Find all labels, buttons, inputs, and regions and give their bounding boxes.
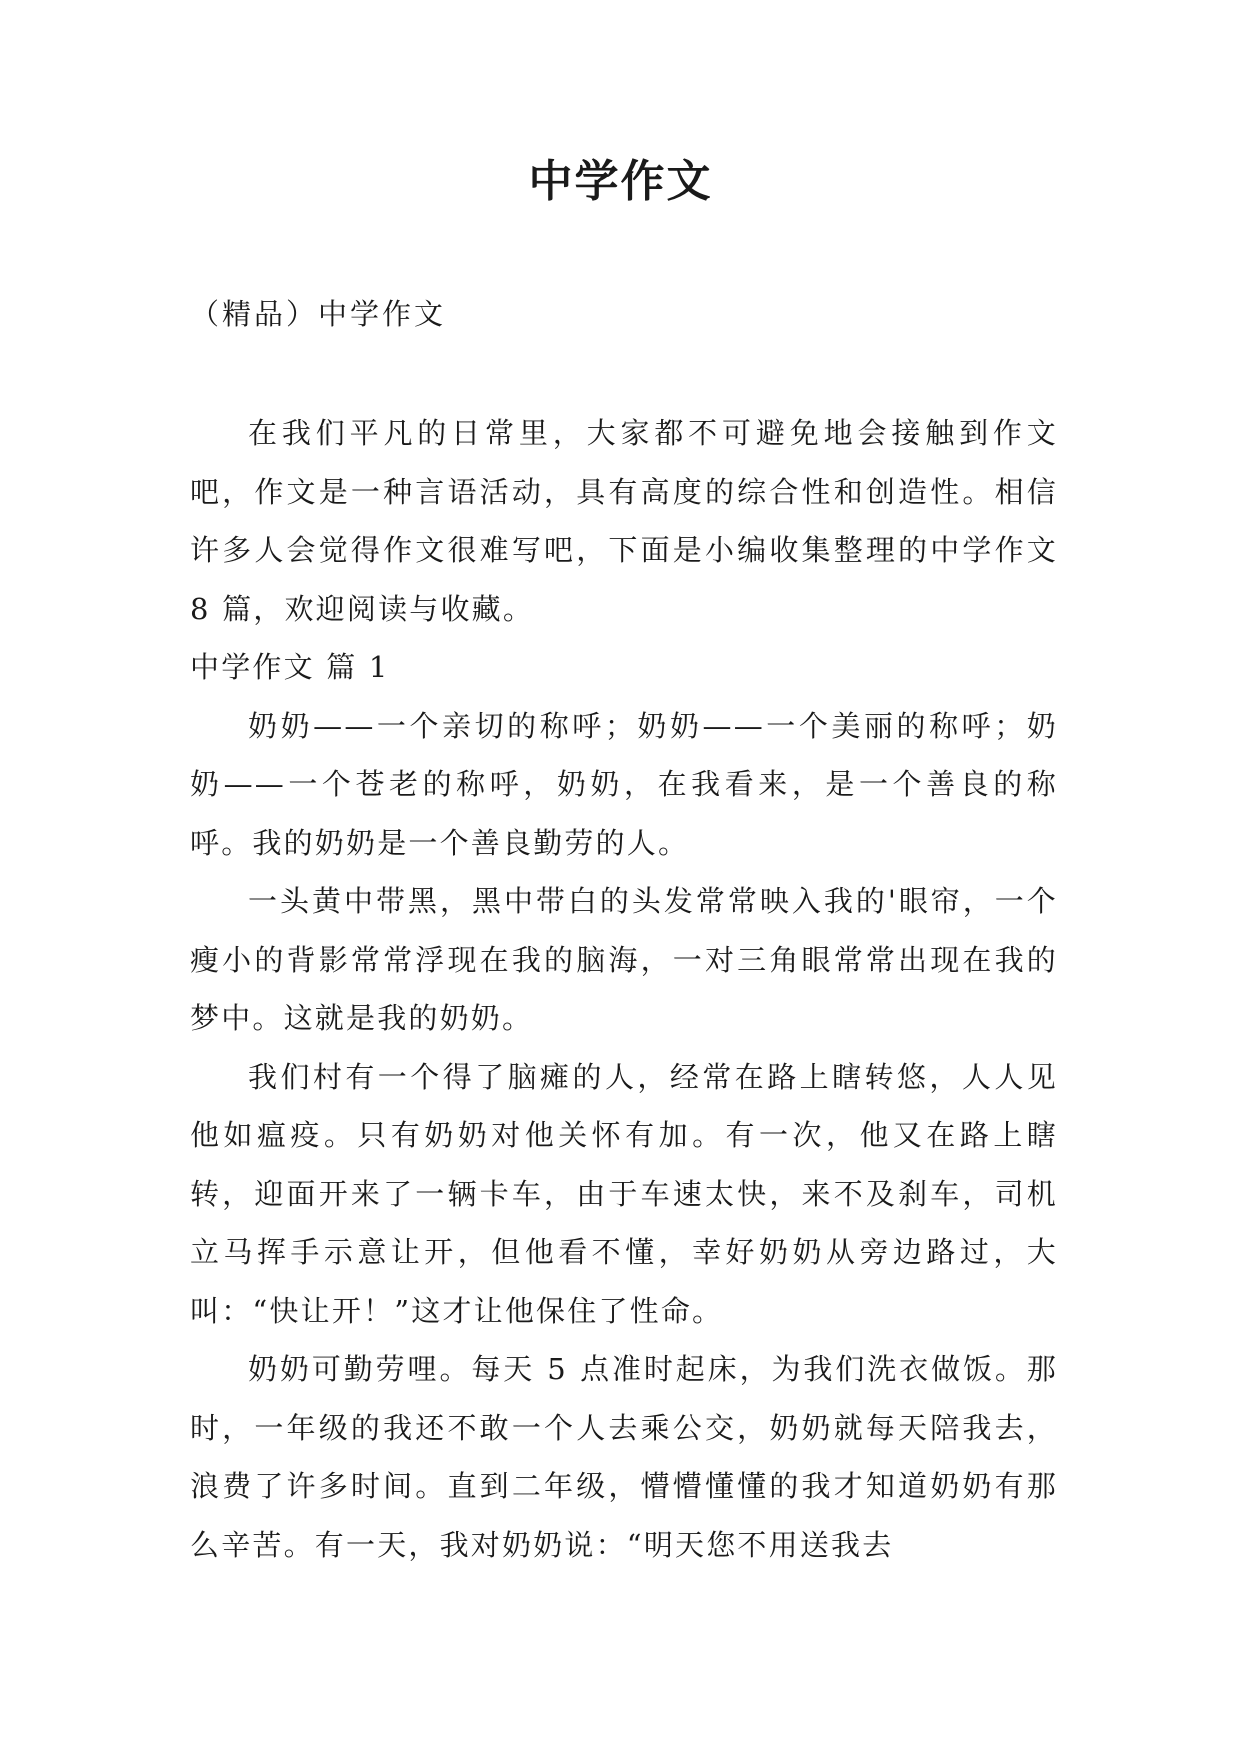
body-paragraph: 我们村有一个得了脑瘫的人，经常在路上瞎转悠，人人见他如瘟疫。只有奶奶对他关怀有加。有一次，他又在路上瞎转，迎面开来了一辆卡车，由于车速太快，来不及刹车，司机立马挥手示意让开，但他看不懂，幸好奶奶从旁边路过，大叫：“快让开！”这才让他保住了性命。 [190, 1059, 1058, 1328]
section-heading: 中学作文 篇 1 [190, 650, 390, 684]
body-paragraph: 一头黄中带黑，黑中带白的头发常常映入我的'眼帘，一个瘦小的背影常常浮现在我的脑海，一对三角眼常常出现在我的梦中。这就是我的奶奶。 [190, 884, 1058, 1035]
body-paragraph: 奶奶——一个亲切的称呼；奶奶——一个美丽的称呼；奶奶——一个苍老的称呼，奶奶，在我看来，是一个善良的称呼。我的奶奶是一个善良勤劳的人。 [190, 708, 1058, 860]
document-title: 中学作文 [528, 156, 713, 207]
document-body [190, 404, 1058, 1574]
intro-paragraph: 在我们平凡的日常里，大家都不可避免地会接触到作文吧，作文是一种言语活动，具有高度的综合性和创造性。相信许多人会觉得作文很难写吧，下面是小编收集整理的中学作文 8 篇，欢迎阅读与收藏。 [190, 416, 1058, 626]
document-subtitle: （精品）中学作文 [190, 297, 447, 331]
body-paragraph: 奶奶可勤劳哩。每天 5 点准时起床，为我们洗衣做饭。那时，一年级的我还不敢一个人去乘公交，奶奶就每天陪我去，浪费了许多时间。直到二年级，懵懵懂懂的我才知道奶奶有那么辛苦。有一天，我对奶奶说：“明天您不用送我去 [190, 1352, 1058, 1562]
